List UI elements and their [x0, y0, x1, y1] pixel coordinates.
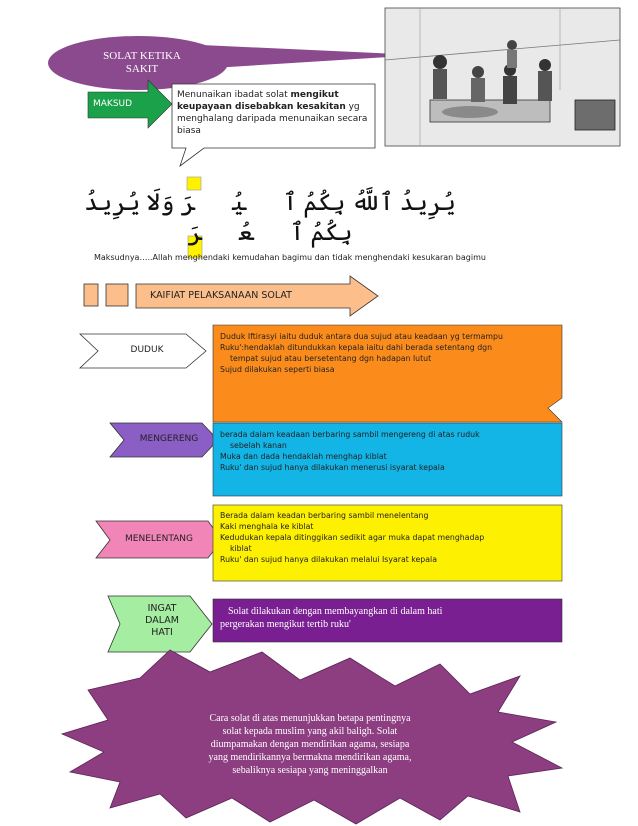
duduk-text [220, 331, 560, 375]
hati-line: pergerakan mengikut tertib ruku' [220, 619, 351, 630]
mengereng-line: sebelah kanan [230, 441, 287, 450]
duduk-line: Ruku':hendaklah ditundukkan kepala iaitu dahi berada setentang dgn [220, 343, 493, 352]
menelentang-line: Berada dalam keadan berbaring sambil menelentang [220, 511, 429, 520]
maksud-text [177, 89, 371, 137]
mengereng-label: MENGERENG [139, 434, 199, 444]
menelentang-line: kiblat [230, 544, 252, 553]
duduk-line: Duduk Iftirasyi iaitu duduk antara dua sujud atau keadaan yg termampu [220, 332, 503, 341]
banner-square [106, 284, 128, 306]
mengereng-line: Muka dan dada hendaklah menghap kiblat [220, 452, 387, 461]
quran-verse: يُرِيدُ ٱللَّهُ بِكُمُ ٱلۡيُسۡرَ وَلَا يُرِيدُ بِكُمُ ٱلۡعُسۡرَ [84, 190, 456, 246]
conclusion-line: sebaliknya sesiapa yang meninggalkan [232, 765, 388, 776]
page-title [96, 50, 188, 76]
hati-label-line: INGAT [147, 603, 177, 614]
hati-label [122, 603, 202, 639]
conclusion-text [160, 712, 460, 777]
menelentang-label: MENELENTANG [125, 534, 193, 544]
banner-square [84, 284, 98, 306]
verse-translation: Maksudnya…..Allah menghendaki kemudahan bagimu dan tidak menghendaki kesukaran bagimu [94, 253, 486, 262]
duduk-label: DUDUK [130, 345, 164, 355]
mengereng-text [220, 429, 560, 473]
menelentang-line: Kedudukan kepala ditinggikan sedikit agar muka dapat menghadap [220, 533, 485, 542]
sick-people-illustration [385, 8, 620, 146]
title-line: SAKIT [125, 63, 159, 75]
conclusion-line: solat kepada muslim yang akil baligh. Solat [222, 726, 398, 737]
maksud-text-bold: mengikut keupayaan disebabkan kesakitan [177, 90, 346, 112]
conclusion-line: diumpamakan dengan mendirikan agama, sesiapa [210, 739, 410, 750]
hati-text [220, 605, 560, 631]
maksud-text-plain: yg menghalang daripada menunaikan secara biasa [177, 102, 368, 136]
hati-line: Solat dilakukan dengan membayangkan di dalam hati [228, 606, 443, 617]
hati-label-line: DALAM [145, 615, 179, 626]
maksud-label: MAKSUD [93, 99, 133, 109]
mengereng-line: berada dalam keadaan berbaring sambil mengereng di atas ruduk [220, 430, 480, 439]
duduk-line: Sujud dilakukan seperti biasa [220, 365, 335, 374]
duduk-line: tempat sujud atau bersetentang dgn hadapan lutut [230, 354, 432, 363]
maksud-text-plain: Menunaikan ibadat solat [177, 90, 291, 100]
conclusion-line: Cara solat di atas menunjukkan betapa pentingnya [209, 713, 411, 724]
title-line: SOLAT KETIKA [103, 50, 181, 62]
hati-label-line: HATI [151, 627, 173, 638]
menelentang-line: Kaki menghala ke kiblat [220, 522, 314, 531]
conclusion-line: yang mendirikannya bermakna mendirikan agama, [208, 752, 412, 763]
mengereng-line: Ruku' dan sujud hanya dilakukan menerusi isyarat kepala [220, 463, 445, 472]
menelentang-line: Ruku' dan sujud hanya dilakukan melalui Isyarat kepala [220, 555, 437, 564]
menelentang-text [220, 510, 560, 565]
kaifiat-label: KAIFIAT PELAKSANAAN SOLAT [150, 290, 292, 301]
